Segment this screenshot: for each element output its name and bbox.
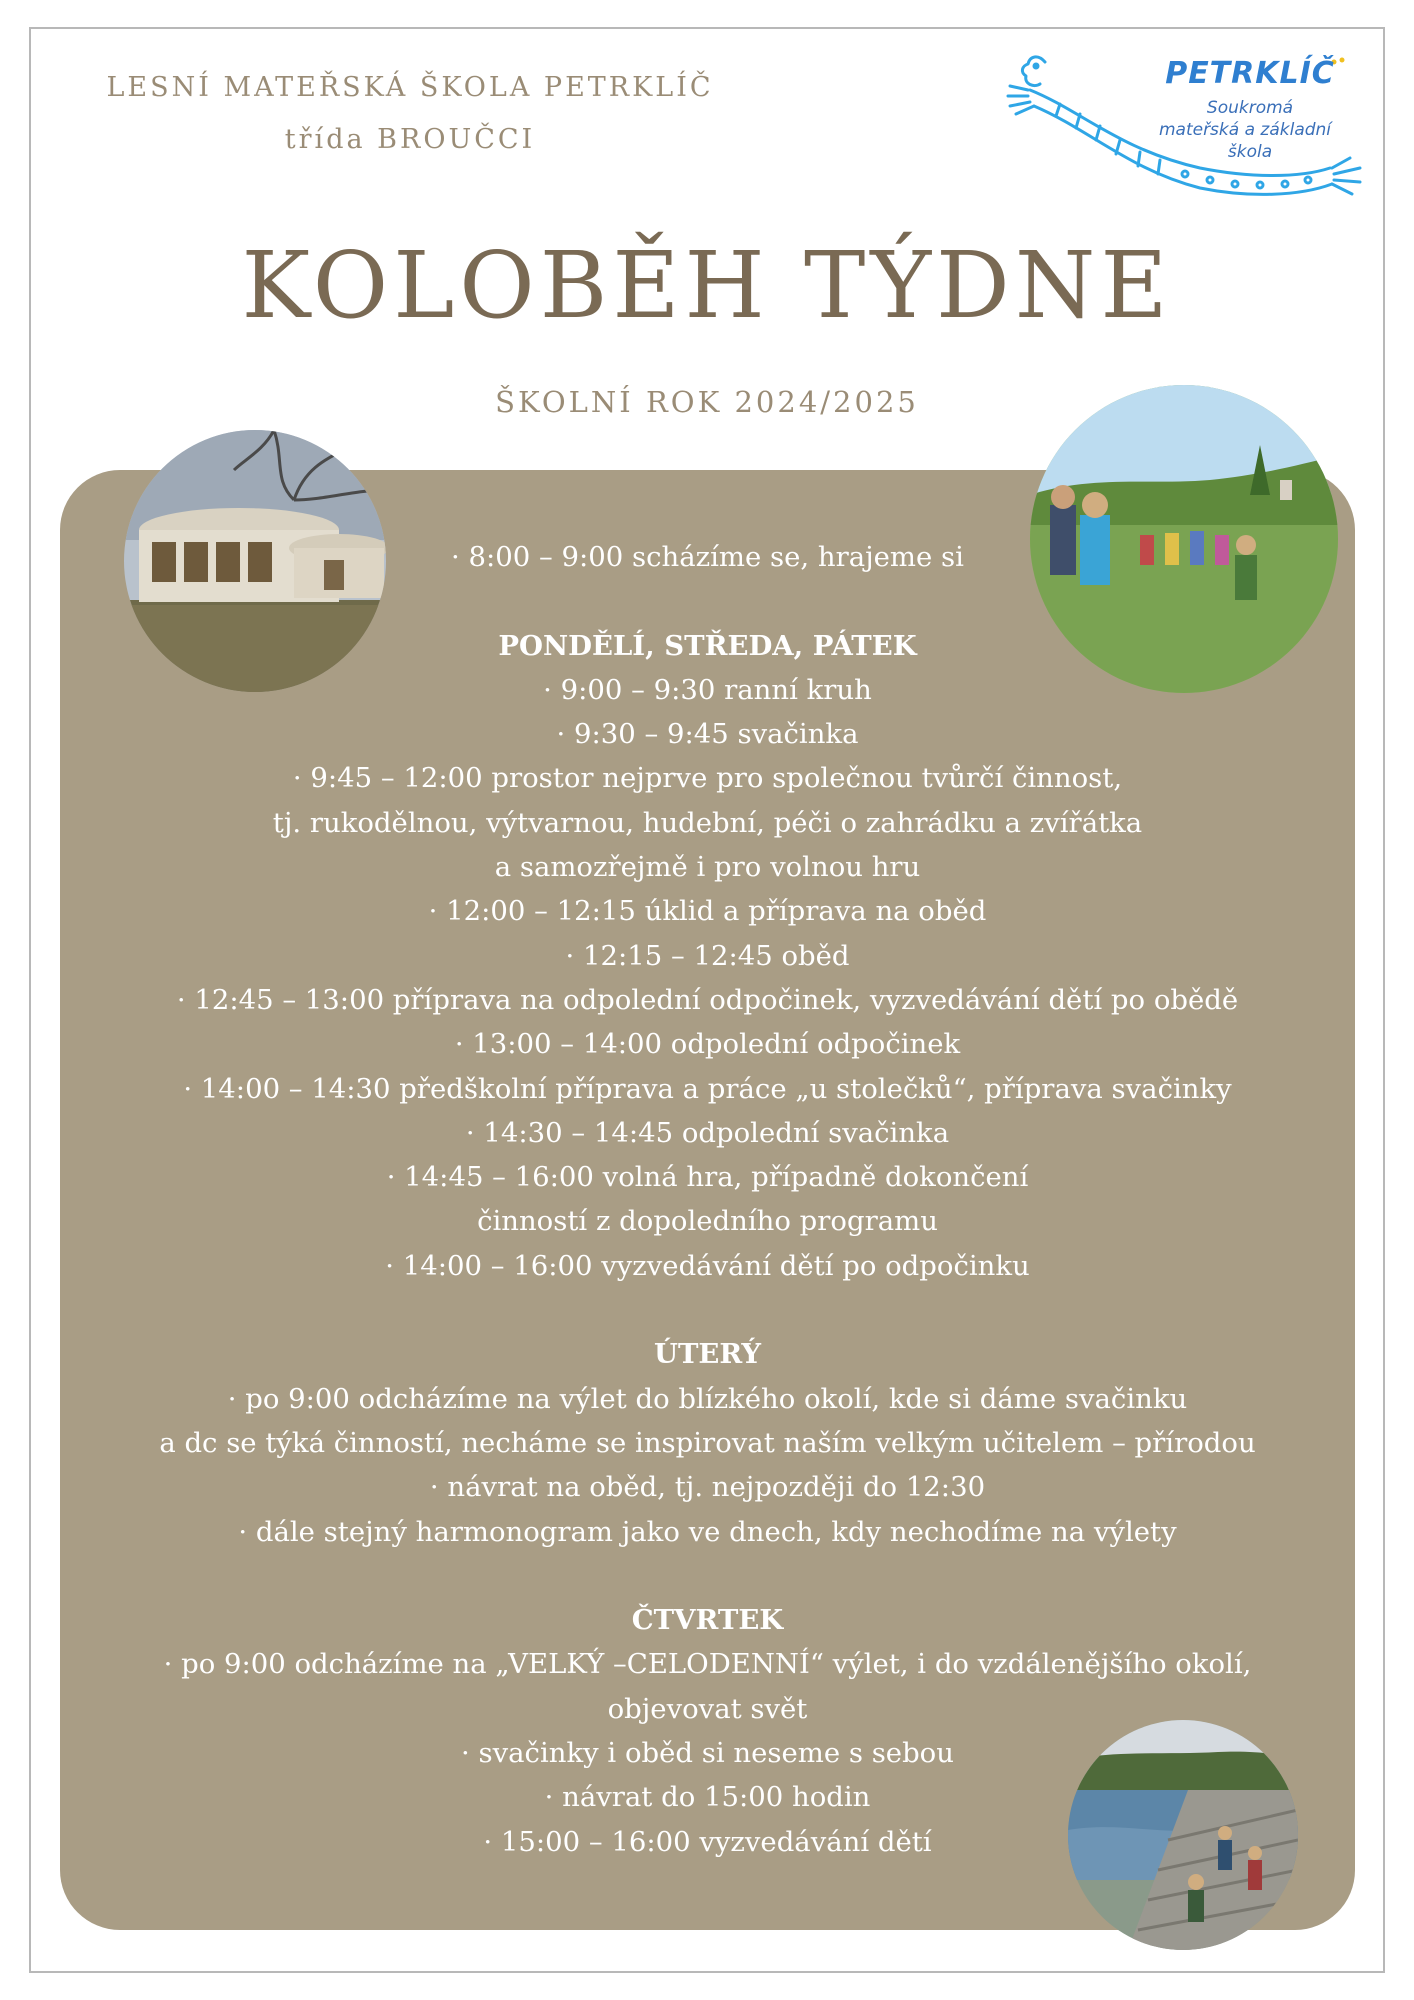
schedule-line: · 9:30 – 9:45 svačinka	[556, 718, 859, 751]
schedule-line: a samozřejmě i pro volnou hru	[494, 851, 921, 884]
schedule-line: · 9:45 – 12:00 prostor nejprve pro společnou tvůrčí činnost,	[292, 762, 1123, 795]
schedule-line: činností z dopoledního programu	[477, 1205, 938, 1238]
schedule-line: · 15:00 – 16:00 vyzvedávání dětí	[483, 1825, 932, 1858]
schedule-line: · 13:00 – 14:00 odpolední odpočinek	[454, 1028, 961, 1061]
schedule-line: · návrat na oběd, tj. nejpozději do 12:30	[429, 1471, 986, 1504]
schedule-line: · 9:00 – 9:30 ranní kruh	[543, 673, 872, 706]
schedule-line: a dc se týká činností, necháme se inspirovat naším velkým učitelem – přírodou	[159, 1426, 1256, 1459]
school-logo	[1000, 50, 1370, 200]
schedule-line: · návrat do 15:00 hodin	[544, 1781, 871, 1814]
logo-name: PETRKLÍČ	[1165, 56, 1335, 91]
schedule-line: · 14:00 – 14:30 předškolní příprava a práce „u stolečků“, příprava svačinky	[183, 1072, 1232, 1105]
schedule-line: tj. rukodělnou, výtvarnou, hudební, péči o zahrádku a zvířátka	[272, 806, 1143, 839]
schedule-line: · 12:15 – 12:45 oběd	[565, 939, 850, 972]
class-name: třída BROUČCI	[284, 124, 536, 155]
schedule-line: · 12:45 – 13:00 příprava na odpolední odpočinek, vyzvedávání dětí po obědě	[176, 983, 1239, 1016]
schedule-line: · 14:00 – 16:00 vyzvedávání dětí po odpočinku	[385, 1249, 1030, 1282]
schedule-line: · po 9:00 odcházíme na výlet do blízkého okolí, kde si dáme svačinku	[227, 1382, 1188, 1415]
heading-tuesday: ÚTERÝ	[653, 1338, 762, 1371]
page-title: KOLOBĚH TÝDNE	[241, 232, 1173, 339]
logo-subtitle-2: mateřská a základní	[1158, 120, 1332, 140]
weekly-schedule	[60, 535, 1355, 1864]
logo-subtitle-3: škola	[1227, 142, 1273, 162]
heading-thursday: ČTVRTEK	[631, 1604, 784, 1637]
logo-subtitle-1: Soukromá	[1206, 98, 1294, 118]
schedule-line: · 12:00 – 12:15 úklid a příprava na oběd	[428, 895, 987, 928]
schedule-line: · 14:30 – 14:45 odpolední svačinka	[465, 1116, 950, 1149]
intro-line: · 8:00 – 9:00 scházíme se, hrajeme si	[451, 541, 964, 573]
school-year: ŠKOLNÍ ROK 2024/2025	[495, 385, 919, 419]
school-name: LESNÍ MATEŘSKÁ ŠKOLA PETRKLÍČ	[106, 72, 714, 103]
schedule-line: · dále stejný harmonogram jako ve dnech, kdy nechodíme na výlety	[238, 1515, 1177, 1548]
schedule-line: · svačinky i oběd si neseme s sebou	[461, 1737, 954, 1770]
heading-mon-wed-fri: PONDĚLÍ, STŘEDA, PÁTEK	[498, 629, 917, 662]
schedule-line: · 14:45 – 16:00 volná hra, případně dokončení	[386, 1161, 1029, 1194]
schedule-line: objevovat svět	[607, 1692, 808, 1725]
schedule-line: · po 9:00 odcházíme na „VELKÝ –CELODENNÍ“ výlet, i do vzdálenějšího okolí,	[163, 1648, 1252, 1681]
